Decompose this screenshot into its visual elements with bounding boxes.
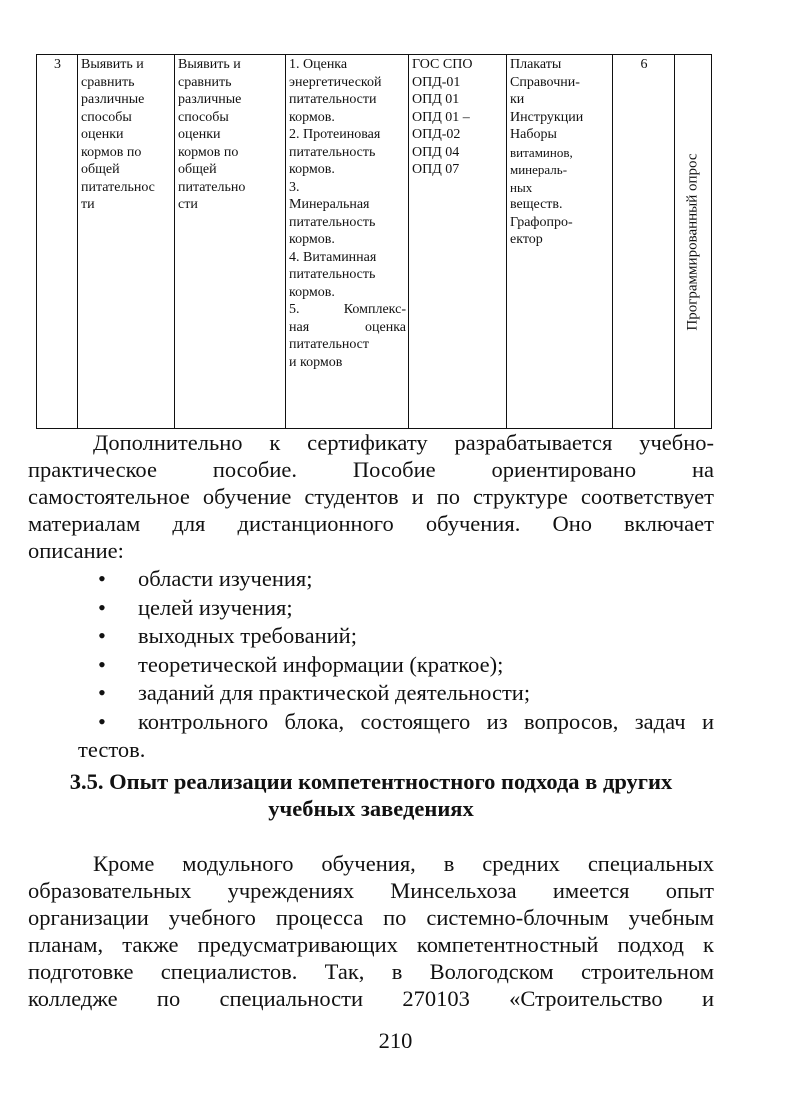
task-cell [175, 55, 286, 429]
content-line: питательность [289, 214, 376, 230]
equipment-line: Наборы [510, 127, 557, 142]
paragraph-line: планам, также предусматривающих компетентностный подход к [28, 932, 714, 957]
control-form-label: Программированный опрос [684, 152, 701, 331]
content-line: 2. Протеиновая [289, 127, 381, 142]
paragraph-line: практическое пособие. Пособие ориентировано на [28, 457, 714, 482]
equipment-line: Графопро- [510, 214, 573, 230]
paragraph-certificate [28, 429, 714, 564]
task-line: сти [178, 197, 198, 212]
section-heading [28, 768, 714, 822]
content-line: кормов. [289, 162, 335, 177]
content-line: 5. Комплекс- [289, 302, 406, 317]
standard-line: ОПД-01 [412, 74, 461, 90]
paragraph-line: образовательных учреждениях Минсельхоза имеется опыт [28, 878, 714, 903]
equipment-line: Справочни- [510, 74, 580, 90]
standards-cell [409, 55, 507, 429]
equipment-line: ки [510, 92, 525, 107]
standard-line: ОПД-02 [412, 127, 461, 142]
goal-line: кормов по [81, 144, 142, 160]
bullet-icon: • [98, 680, 106, 705]
content-line: и кормов [289, 354, 343, 370]
equipment-line: веществ. [510, 197, 563, 212]
content-line: питательность [289, 144, 376, 160]
bullet-icon: • [98, 623, 106, 648]
content-line: кормов. [289, 109, 335, 125]
task-line: различные [178, 92, 242, 107]
section-title-line: 3.5. Опыт реализации компетентностного подхода в других [69, 769, 673, 794]
list-item [28, 651, 714, 680]
paragraph-line: Дополнительно к сертификату разрабатывается учебно- [93, 430, 714, 455]
list-item [28, 594, 714, 623]
list-item [28, 679, 714, 708]
equipment-cell [507, 55, 613, 429]
list-item [28, 565, 714, 594]
list-item [28, 708, 714, 765]
paragraph-line: организации учебного процесса по системно-блочным учебным [28, 905, 714, 930]
goal-line: общей [81, 162, 120, 177]
goal-line: различные [81, 92, 145, 107]
goal-line: способы [81, 109, 132, 125]
task-line: питательно [178, 179, 246, 195]
paragraph-line: Кроме модульного обучения, в средних специальных [93, 851, 714, 876]
goal-cell [78, 55, 175, 429]
bullet-icon: • [98, 594, 106, 620]
content-line: питательност [289, 337, 370, 352]
goal-line: оценки [81, 127, 124, 142]
curriculum-table [36, 54, 712, 429]
standard-line: ГОС СПО [412, 57, 473, 72]
row-number: 3 [54, 57, 61, 72]
task-line: общей [178, 162, 217, 177]
list-item [28, 622, 714, 651]
description-list [28, 565, 714, 765]
content-line: 4. Витаминная [289, 249, 377, 265]
standard-line: ОПД 01 [412, 92, 460, 107]
page-number: 210 [378, 1028, 413, 1053]
goal-line: питательнос [81, 179, 155, 195]
list-item-text: контрольного блока, состоящего из вопросов, задач и [138, 708, 714, 734]
hours-value: 6 [640, 57, 648, 72]
content-cell [286, 55, 409, 429]
paragraph-line: колледже по специальности 270103 «Строительство и [28, 986, 714, 1011]
content-line: кормов. [289, 232, 335, 247]
task-line: кормов по [178, 144, 239, 160]
equipment-line: витаминов, [510, 144, 573, 160]
equipment-line: ектор [510, 232, 543, 247]
task-line: Выявить и [178, 57, 241, 72]
list-item-text-continuation: тестов. [78, 737, 146, 762]
content-line: питательности [289, 92, 377, 107]
goal-line: ти [81, 197, 95, 212]
content-line: 1. Оценка [289, 57, 348, 72]
content-line: кормов. [289, 284, 335, 300]
list-item-text: теоретической информации (краткое); [138, 651, 504, 677]
control-form-cell [675, 55, 712, 429]
paragraph-line: самостоятельное обучение студентов и по структуре соответствует [28, 484, 714, 509]
content-line: 3. [289, 179, 300, 195]
content-line: Минеральная [289, 197, 370, 212]
goal-line: сравнить [81, 74, 135, 90]
equipment-line: Плакаты [510, 57, 562, 72]
row-number-cell [37, 55, 78, 429]
table-row [37, 55, 712, 429]
paragraph-line: подготовке специалистов. Так, в Вологодском строительном [28, 959, 714, 984]
hours-cell [613, 55, 675, 429]
list-item-text: выходных требований; [138, 623, 357, 648]
content-line: ная оценка [289, 319, 406, 335]
content-line: питательность [289, 267, 376, 282]
bullet-icon: • [98, 566, 106, 591]
equipment-line: Инструкции [510, 109, 584, 125]
standard-line: ОПД 07 [412, 162, 460, 177]
paragraph-line: материалам для дистанционного обучения. Оно включает [28, 511, 714, 536]
bullet-icon: • [98, 651, 106, 677]
task-line: способы [178, 109, 229, 125]
content-line: энергетической [289, 74, 382, 90]
goal-line: Выявить и [81, 57, 144, 72]
list-item-text: целей изучения; [138, 594, 293, 620]
task-line: сравнить [178, 74, 232, 90]
list-item-text: области изучения; [138, 566, 313, 591]
list-item-text: заданий для практической деятельности; [138, 680, 531, 705]
standard-line: ОПД 01 – [412, 109, 470, 125]
paragraph-line: описание: [28, 538, 124, 563]
section-title-line: учебных заведениях [268, 796, 474, 821]
equipment-line: минераль- [510, 162, 568, 177]
equipment-line: ных [510, 179, 533, 195]
bullet-icon: • [98, 708, 106, 734]
standard-line: ОПД 04 [412, 144, 460, 160]
paragraph-experience [28, 850, 714, 1012]
task-line: оценки [178, 127, 221, 142]
